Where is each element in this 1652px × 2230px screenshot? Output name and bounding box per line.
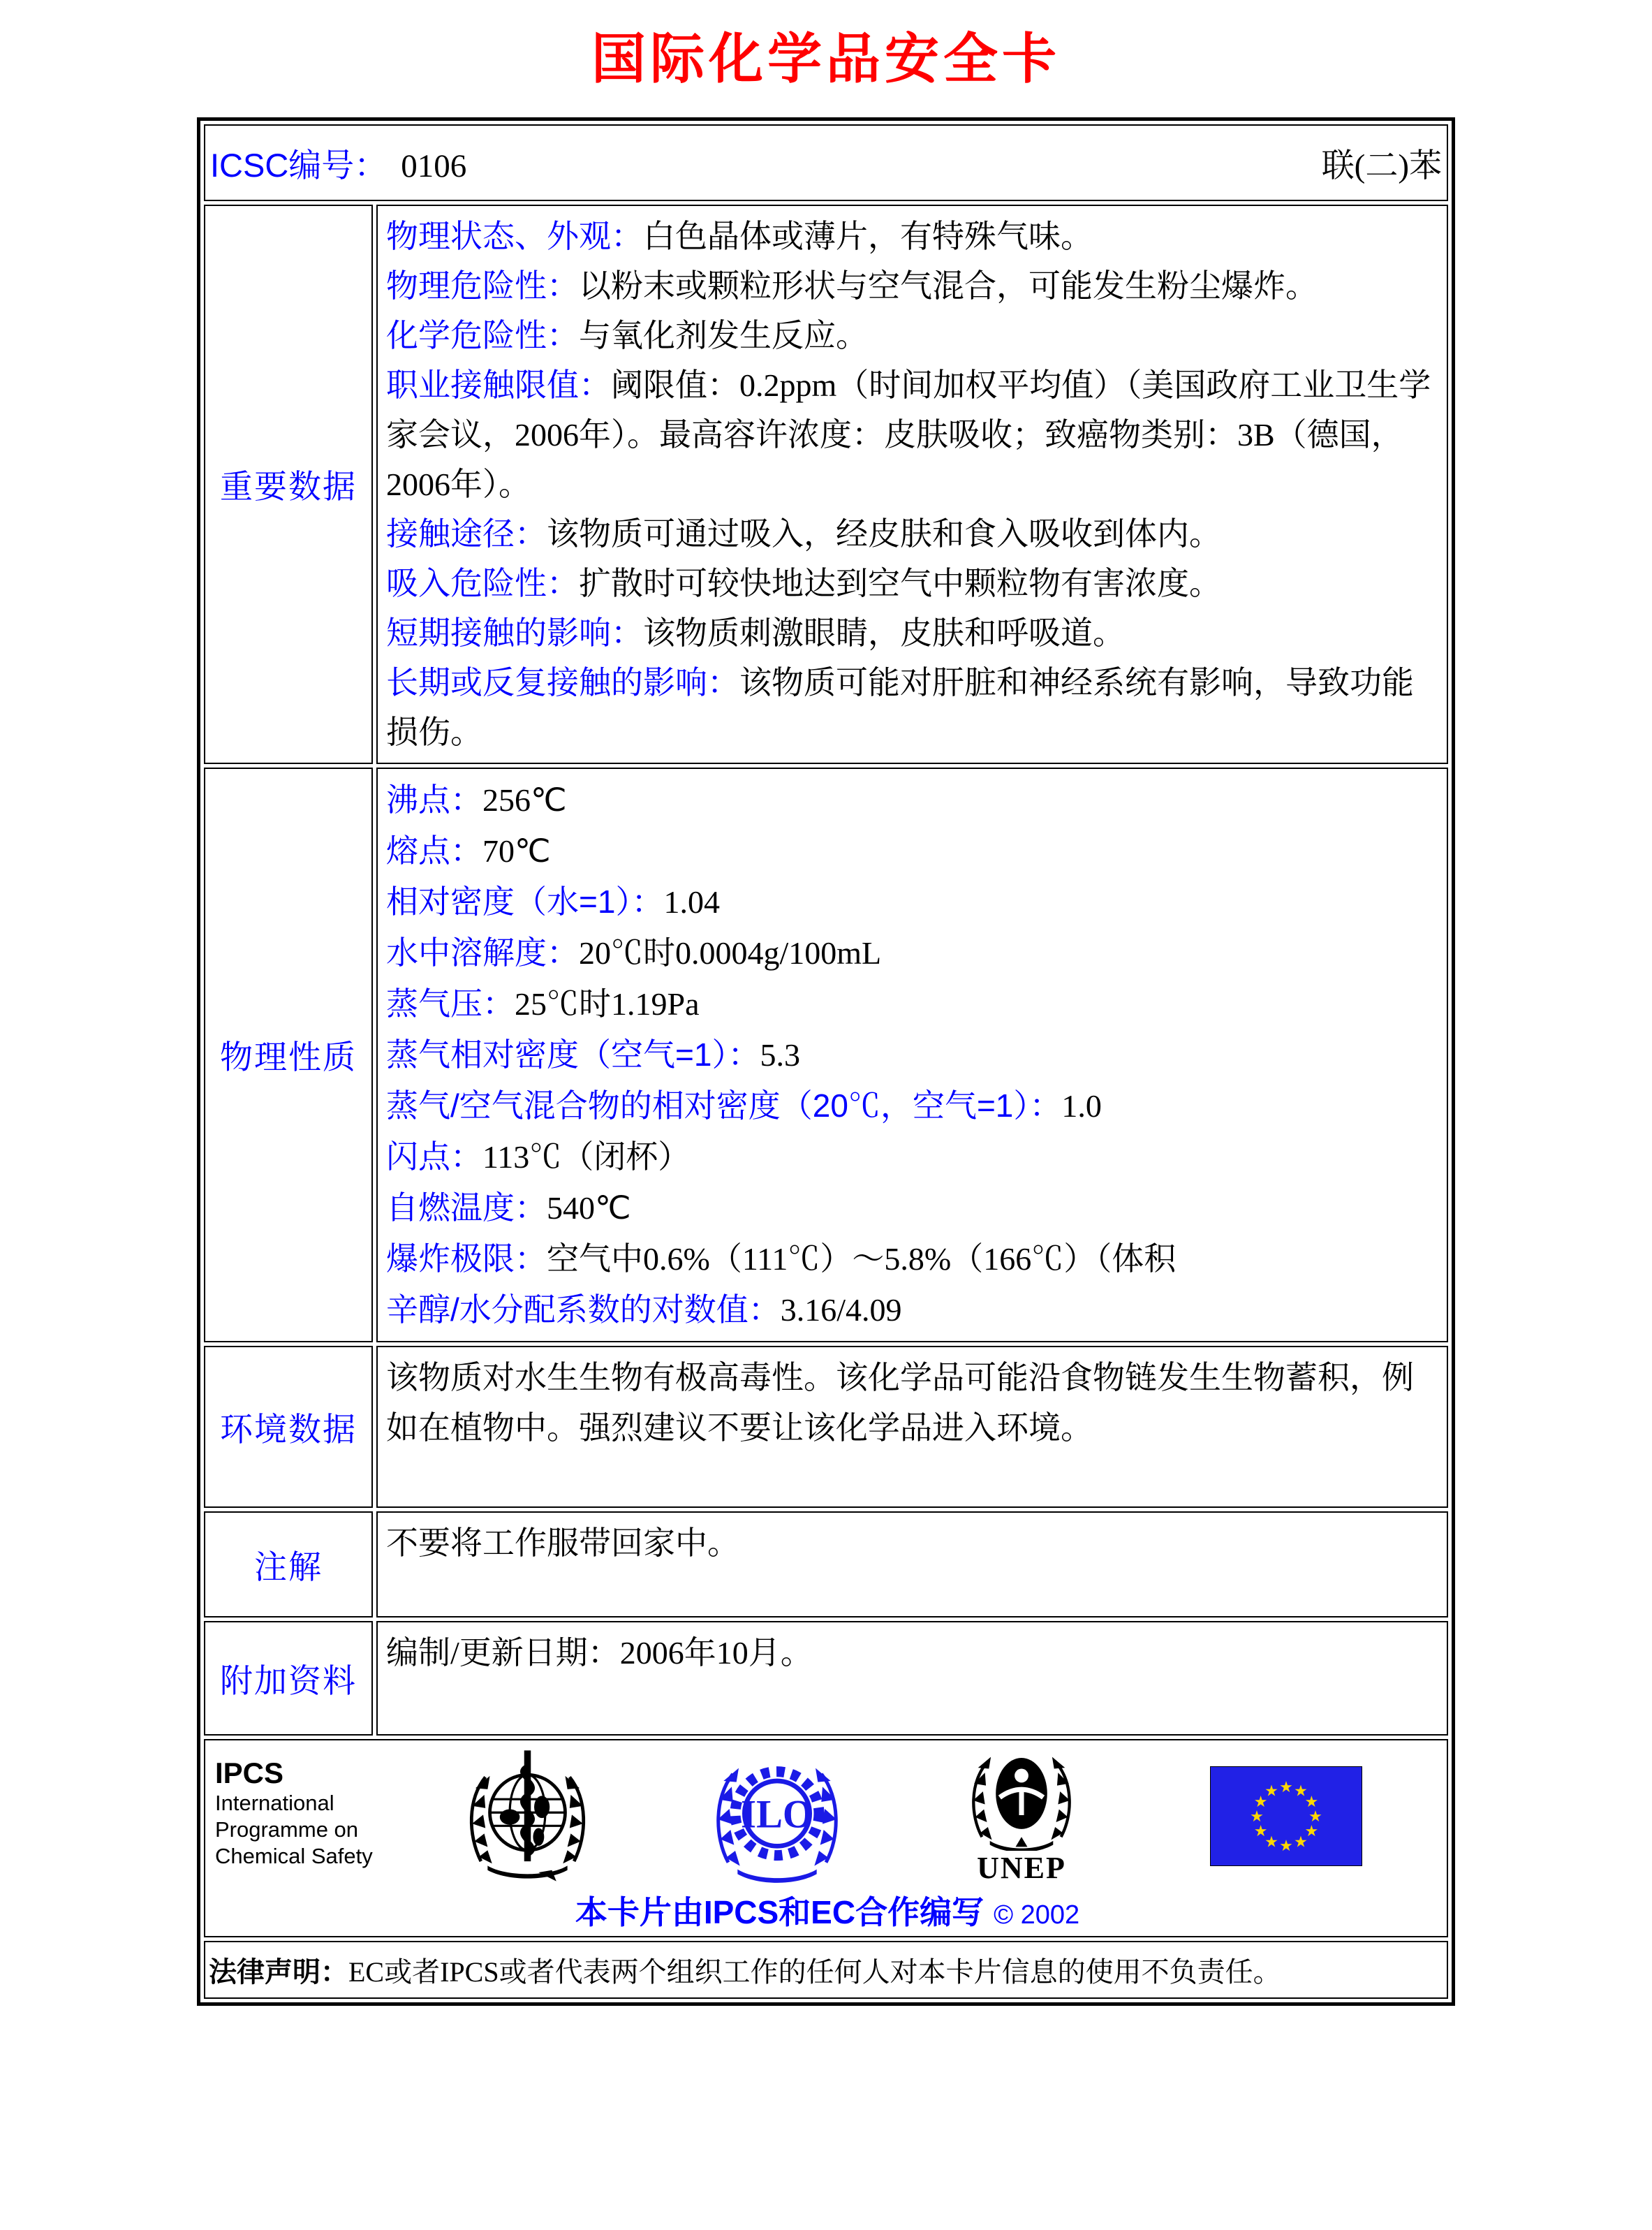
svg-text:★: ★ [1294, 1782, 1308, 1800]
property-value: 白色晶体或薄片，有特殊气味。 [643, 219, 1093, 254]
unep-logo-block [962, 1746, 1081, 1886]
legal-label: 法律声明： [209, 1957, 348, 1988]
property-label: 沸点： [386, 782, 482, 818]
property-label: 熔点： [386, 832, 482, 869]
property-label: 辛醇/水分配系数的对数值： [386, 1291, 781, 1328]
svg-text:★: ★ [1264, 1833, 1278, 1851]
property-value: 与氧化剂发生反应。 [579, 318, 868, 353]
property-value: 256℃ [482, 782, 567, 818]
property-label: 职业接触限值： [386, 367, 611, 403]
property-value: 扩散时可较快地达到空气中颗粒物有害浓度。 [579, 566, 1221, 601]
property-value: 540℃ [547, 1190, 631, 1226]
property-label: 长期或反复接触的影响： [386, 664, 739, 700]
property-label: 物理危险性： [386, 267, 579, 304]
section-label-notes: 注解 [204, 1511, 373, 1618]
property-label: 物理状态、外观： [386, 218, 643, 254]
property-line [386, 978, 1437, 1029]
ilo-logo-icon [707, 1746, 847, 1886]
additional-info-row [204, 1621, 1448, 1736]
unep-logo-icon [962, 1746, 1081, 1851]
property-label: 自燃温度： [386, 1189, 547, 1226]
chemical-name: 联(二)苯 [1321, 147, 1442, 184]
property-line [386, 826, 1437, 876]
important-data-cell [376, 205, 1448, 764]
legal-text: EC或者IPCS或者代表两个组织工作的任何人对本卡片信息的使用不负责任。 [348, 1956, 1281, 1988]
property-label: 接触途径： [386, 515, 547, 552]
property-label: 水中溶解度： [386, 934, 579, 971]
property-value: 1.0 [1061, 1088, 1102, 1124]
section-label-important-data: 重要数据 [204, 205, 373, 764]
section-label-additional-info: 附加资料 [204, 1621, 373, 1736]
property-line [386, 876, 1437, 927]
property-value: 阈限值：0.2ppm（时间加权平均值）（美国政府工业卫生学家会议，2006年）。最高容许浓度：皮肤吸收；致癌物类别：3B（德国，2006年）。 [386, 367, 1431, 502]
ipcs-block [215, 1756, 407, 1870]
icsc-number-value: 0106 [401, 147, 467, 184]
property-label: 吸入危险性： [386, 565, 579, 601]
property-value: 该物质可能对肝脏和神经系统有影响，导致功能损伤。 [386, 665, 1414, 750]
property-line [386, 1182, 1437, 1233]
svg-text:★: ★ [1294, 1833, 1308, 1851]
property-line [386, 1029, 1437, 1080]
ipcs-acronym: IPCS [215, 1756, 284, 1789]
property-line [386, 261, 1437, 311]
property-line [386, 1131, 1437, 1182]
ipcs-subtitle-line1: International [215, 1791, 334, 1815]
icsc-number [210, 140, 466, 186]
physical-properties-cell [376, 768, 1448, 1342]
property-label: 化学危险性： [386, 317, 579, 353]
svg-text:★: ★ [1253, 1822, 1268, 1840]
svg-text:★: ★ [1304, 1822, 1319, 1840]
additional-info-text: 编制/更新日期：2006年10月。 [386, 1635, 813, 1671]
property-value: 25℃时1.19Pa [515, 986, 700, 1022]
section-label-physical-properties: 物理性质 [204, 768, 373, 1342]
property-label: 相对密度（水=1）： [386, 883, 664, 920]
property-value: 该物质可通过吸入，经皮肤和食入吸收到体内。 [547, 516, 1221, 552]
property-line [386, 360, 1437, 509]
property-value: 该物质刺激眼睛，皮肤和呼吸道。 [643, 615, 1125, 651]
logo-row [215, 1746, 1440, 1886]
property-value: 以粉末或颗粒形状与空气混合，可能发生粉尘爆炸。 [579, 268, 1318, 304]
property-line [386, 311, 1437, 360]
svg-text:★: ★ [1250, 1807, 1264, 1826]
property-label: 蒸气/空气混合物的相对密度（20℃，空气=1）： [386, 1087, 1062, 1124]
property-line [386, 927, 1437, 978]
credit-line [215, 1887, 1440, 1933]
property-line [386, 1284, 1437, 1335]
svg-text:★: ★ [1304, 1793, 1319, 1811]
svg-text:★: ★ [1253, 1793, 1268, 1811]
property-line [386, 1080, 1437, 1131]
notes-text: 不要将工作服带回家中。 [386, 1525, 739, 1561]
credit-text: 本卡片由IPCS和EC合作编写 [575, 1894, 984, 1930]
legal-row [204, 1941, 1448, 1999]
icsc-number-label: ICSC编号： [210, 146, 388, 184]
property-line [386, 509, 1437, 559]
who-logo-icon [459, 1746, 596, 1886]
environmental-data-row [204, 1346, 1448, 1508]
svg-text:★: ★ [1279, 1837, 1293, 1855]
property-value: 5.3 [760, 1037, 800, 1073]
property-line [386, 559, 1437, 608]
svg-text:★: ★ [1279, 1778, 1293, 1796]
svg-text:★: ★ [1264, 1782, 1278, 1800]
page-title: 国际化学品安全卡 [591, 29, 1061, 89]
eu-flag-icon [1210, 1766, 1362, 1866]
unep-label: UNEP [977, 1851, 1066, 1885]
property-label: 爆炸极限： [386, 1240, 547, 1277]
footer-row [204, 1739, 1448, 1937]
important-data-row [204, 205, 1448, 764]
svg-text:★: ★ [1308, 1807, 1322, 1826]
physical-properties-row [204, 768, 1448, 1342]
icsc-card-table [197, 117, 1455, 2006]
copyright: © 2002 [994, 1900, 1080, 1930]
property-line [386, 1233, 1437, 1284]
property-line [386, 658, 1437, 757]
property-line [386, 775, 1437, 826]
property-value: 20℃时0.0004g/100mL [579, 935, 882, 971]
environmental-data-text: 该物质对水生生物有极高毒性。该化学品可能沿食物链发生生物蓄积，例如在植物中。强烈建议不要让该化学品进入环境。 [386, 1360, 1414, 1446]
property-value: 空气中0.6%（111℃）～5.8%（166℃）（体积 [547, 1241, 1177, 1277]
svg-text:ILO: ILO [741, 1793, 813, 1837]
property-value: 70℃ [482, 833, 551, 869]
ipcs-subtitle-line2: Programme on [215, 1817, 359, 1842]
property-label: 闪点： [386, 1138, 482, 1175]
property-label: 蒸气压： [386, 985, 515, 1022]
property-label: 短期接触的影响： [386, 615, 643, 651]
property-value: 113℃（闭杯） [482, 1139, 691, 1175]
ipcs-subtitle-line3: Chemical Safety [215, 1844, 373, 1868]
header-row [204, 124, 1448, 201]
property-value: 3.16/4.09 [780, 1292, 902, 1328]
property-line [386, 608, 1437, 658]
property-label: 蒸气相对密度（空气=1）： [386, 1036, 760, 1073]
notes-row [204, 1511, 1448, 1618]
section-label-environmental-data: 环境数据 [204, 1346, 373, 1508]
property-line [386, 212, 1437, 261]
property-value: 1.04 [663, 884, 720, 920]
